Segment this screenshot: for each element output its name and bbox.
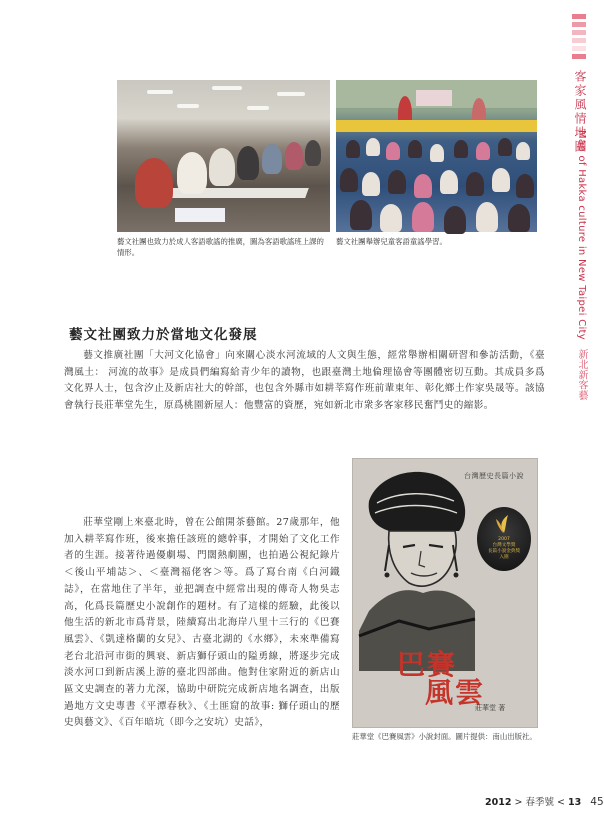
award-seal-icon [477, 507, 531, 571]
book-title-line-1: 巴賽 [397, 648, 458, 681]
book-author: 莊華堂 著 [475, 704, 506, 712]
footer-sep-2: < [557, 797, 565, 808]
side-tab-region: 新北新客藝 [576, 349, 587, 401]
book-cover [352, 458, 538, 728]
book-series: 台灣歷史長篇小說 [464, 472, 524, 480]
footer-issue-number: 13 [568, 797, 582, 808]
footer-year: 2012 [485, 797, 512, 808]
page-number: 45 [590, 796, 604, 808]
side-tab-color-bars [572, 14, 586, 62]
seal-line-1: 2007 [498, 537, 510, 542]
section-title: 藝文社團致力於當地文化發展 [69, 327, 258, 343]
side-tab-english [574, 130, 589, 401]
seal-line-2: 台灣文學獎 [492, 543, 516, 548]
page-footer [485, 794, 604, 808]
paragraph-1: 藝文推廣社團「大河文化協會」向來關心淡水河流域的人文與生態，經常舉辦相關研習和參訪活動，《臺灣風土： 河流的故事》是成員們編寫給青少年的讀物，也跟臺灣土地倫理協會等團體密切互動。其成員多爲文化界人士，包含汐止及新店社大的幹部，也包含外縣市如耕莘寫作班前輩東年、彰化鄉土作家吳晟等。該協會執行長莊華堂先生，原爲桃園新屋人：他豐富的資歷，宛如新北市衆多客家移民奮鬥史的縮影。 [64, 350, 545, 412]
book-cover-portrait [359, 461, 477, 671]
seal-line-4: 入圍 [499, 555, 509, 560]
side-tab-chinese: 客家風情地圖 [573, 70, 587, 154]
photo-children-class [336, 80, 537, 232]
footer-issue: 春季號 [525, 797, 554, 808]
book-title-line-2: 風雲 [425, 676, 486, 709]
book-title [397, 648, 486, 709]
side-tab-english-text: Map of Hakka culture in New Taipei City [576, 130, 587, 340]
book-cover-caption: 莊華堂《巴賽風雲》小說封面。圖片提供：南山出版社。 [352, 732, 537, 741]
seal-line-3: 長篇小說金典獎 [487, 549, 521, 554]
photo-children-class-caption: 藝文社團舉辦兒童客語童謠學習。 [336, 237, 447, 246]
photo-adult-class-caption: 藝文社團也致力於成人客語歌謠的推廣，圖為客語歌謠班上課的情形。 [117, 237, 324, 257]
photo-adult-class [117, 80, 330, 232]
paragraph-2: 莊華堂剛上來臺北時，曾在公館開茶藝館。27歲那年，他加入耕莘寫作班，後來擔任該班的總幹事，才開始了文化工作者的生涯。接著待過優劇場、門闊熱劇團，也拍過公視紀錄片＜後山平埔誌＞、＜臺灣福佬客＞等。爲了寫台南《白河鐵誌》，在當地住了半年，並把調查中經常出現的傳奇人物吳志高，化爲長篇歷史小說創作的題材。有了這樣的經驗，此後以他生活的新北市爲背景，陸續寫出北海岸八里十三行的《巴賽風雲》、《凱達格蘭的女兒》、古臺北湖的《水鄉》，未來準備寫老台北沿河市街的興衰、新店獅仔頭山的隘勇線，將逐步完成淡水河口到新店溪上游的臺北四部曲。他對住家附近的新店山區文史調查的著力尤深，協助中研院完成新店地名調查，出版過地方文史專書《平潭春秋》、《土匪窟的故事: 獅仔頭山的歷史與藝文》、《百年暗坑（即今之安坑）史話》， [64, 517, 340, 729]
footer-sep-1: > [514, 797, 523, 808]
